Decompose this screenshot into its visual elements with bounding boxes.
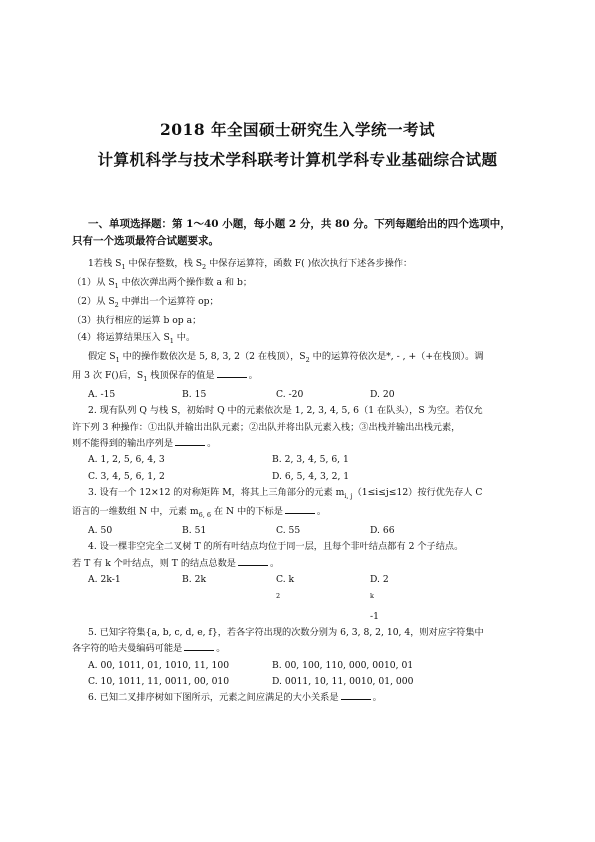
q3-line-1: 3. 设有一个 12×12 的对称矩阵 M，将其上三角部分的元素 $m_{i, j}(1\le i\le j\le 12)$按行优先存人 C (88, 486, 483, 500)
questions (72, 256, 534, 706)
q3-option-d: D. 66 (370, 525, 395, 537)
section-heading-line-2: 只有一个选项最符合试题要求。 (72, 235, 219, 247)
q1-step-2: （2）从 $S_2$ 中弹出一个运算符 op； (72, 296, 219, 310)
q5-option-b: B. 00, 100, 110, 000, 0010, 01 (272, 659, 414, 671)
q3-option-a: A. 50 (88, 525, 113, 537)
q2-options-row-2 (72, 469, 534, 485)
answer-blank (341, 690, 371, 700)
q4-option-d: D. 2$^k$-1 (370, 573, 389, 622)
q4-line-2: 若 T 有 k 个叶结点，则 T 的结点总数是 。 (72, 557, 280, 569)
answer-blank (238, 556, 268, 566)
q1-line-2: 假定 $S_1$ 中的操作数依次是 5, 8, 3, 2（2 在栈顶），$S_2$ 中的运算符依次是*, - , +（+在栈顶）。调 (88, 350, 484, 364)
q2-option-a: A. 1, 2, 5, 6, 4, 3 (88, 454, 165, 466)
q5-options-row-1 (72, 658, 534, 674)
q5-option-d: D. 0011, 10, 11, 0010, 01, 000 (272, 675, 414, 687)
q2-option-b: B. 2, 3, 4, 5, 6, 1 (272, 454, 349, 466)
q5-option-a: A. 00, 1011, 01, 1010, 11, 100 (88, 659, 230, 671)
answer-blank (184, 641, 214, 651)
q5-line-2: 各字符的哈夫曼编码可能是 。 (72, 643, 226, 655)
q2-options-row-1 (72, 452, 534, 468)
q2-option-c: C. 3, 4, 5, 6, 1, 2 (88, 470, 165, 482)
q1-step-3: （3）执行相应的运算 b op a； (72, 315, 202, 327)
q1-options (72, 387, 534, 403)
q5-line-1: 5. 已知字符集{a, b, c, d, e, f}，若各字符出现的次数分别为 6, 3, 8, 2, 10, 4，则对应字符集中 (88, 626, 484, 638)
q1-option-d: D. 20 (370, 389, 395, 401)
answer-blank (217, 368, 247, 378)
q4-options (72, 572, 534, 625)
q3-option-b: B. 51 (182, 525, 207, 537)
answer-blank (285, 504, 315, 514)
q1-step-4: （4）将运算结果压入 $S_1$ 中。 (72, 331, 196, 345)
q1-line-3: 用 3 次 F()后，$S_1$ 栈顶保存的值是 。 (72, 369, 258, 383)
section-heading (72, 216, 528, 250)
q4-option-c: C. $k^2$ (276, 573, 295, 601)
exam-title: 2018 年全国硕士研究生入学统一考试 (159, 120, 436, 139)
q1-option-a: A. -15 (88, 389, 116, 401)
q3-line-2: 语言的一维数组 N 中，元素 $m_{6, 6}$ 在 N 中的下标是 。 (72, 505, 327, 519)
exam-subtitle: 计算机科学与技术学科联考计算机学科专业基础综合试题 (97, 150, 498, 169)
q4-line-1: 4. 设一棵非空完全二叉树 T 的所有叶结点均位于同一层，且每个非叶结点都有 2 个子结点。 (88, 541, 464, 553)
q4-option-a: A. 2k-1 (88, 573, 121, 585)
q2-option-d: D. 6, 5, 4, 3, 2, 1 (272, 470, 350, 482)
q3-options (72, 523, 534, 539)
q6-line-1: 6. 已知二叉排序树如下图所示，元素之间应满足的大小关系是 。 (88, 692, 382, 704)
q2-line-3: 则不能得到的输出序列是 。 (72, 437, 217, 449)
answer-blank (175, 436, 205, 446)
q3-option-c: C. 55 (276, 525, 301, 537)
q4-option-b: B. 2k (182, 573, 207, 585)
q1-line-1: 1若栈 $S_1$ 中保存整数，栈 $S_2$ 中保存运算符，函数 F( )依次执行下述各步操作： (88, 258, 413, 271)
q1-step-1: （1）从 $S_1$ 中依次弹出两个操作数 a 和 b； (72, 277, 253, 290)
q1-option-b: B. 15 (182, 389, 207, 401)
q5-options-row-2 (72, 674, 534, 690)
q2-line-2: 许下列 3 种操作：①出队并输出出队元素；②出队并将出队元素入栈；③出栈并输出出栈元素， (72, 421, 461, 433)
q1-option-c: C. -20 (276, 389, 304, 401)
q2-line-1: 2. 现有队列 Q 与栈 S，初始时 Q 中的元素依次是 1, 2, 3, 4, 5, 6（1 在队头），S 为空。若仅允 (88, 405, 483, 417)
section-heading-line-1: 一、单项选择题：第 1～40 小题，每小题 2 分，共 80 分。下列每题给出的四个选项中， (88, 218, 511, 230)
q5-option-c: C. 10, 1011, 11, 0011, 00, 010 (88, 675, 230, 687)
